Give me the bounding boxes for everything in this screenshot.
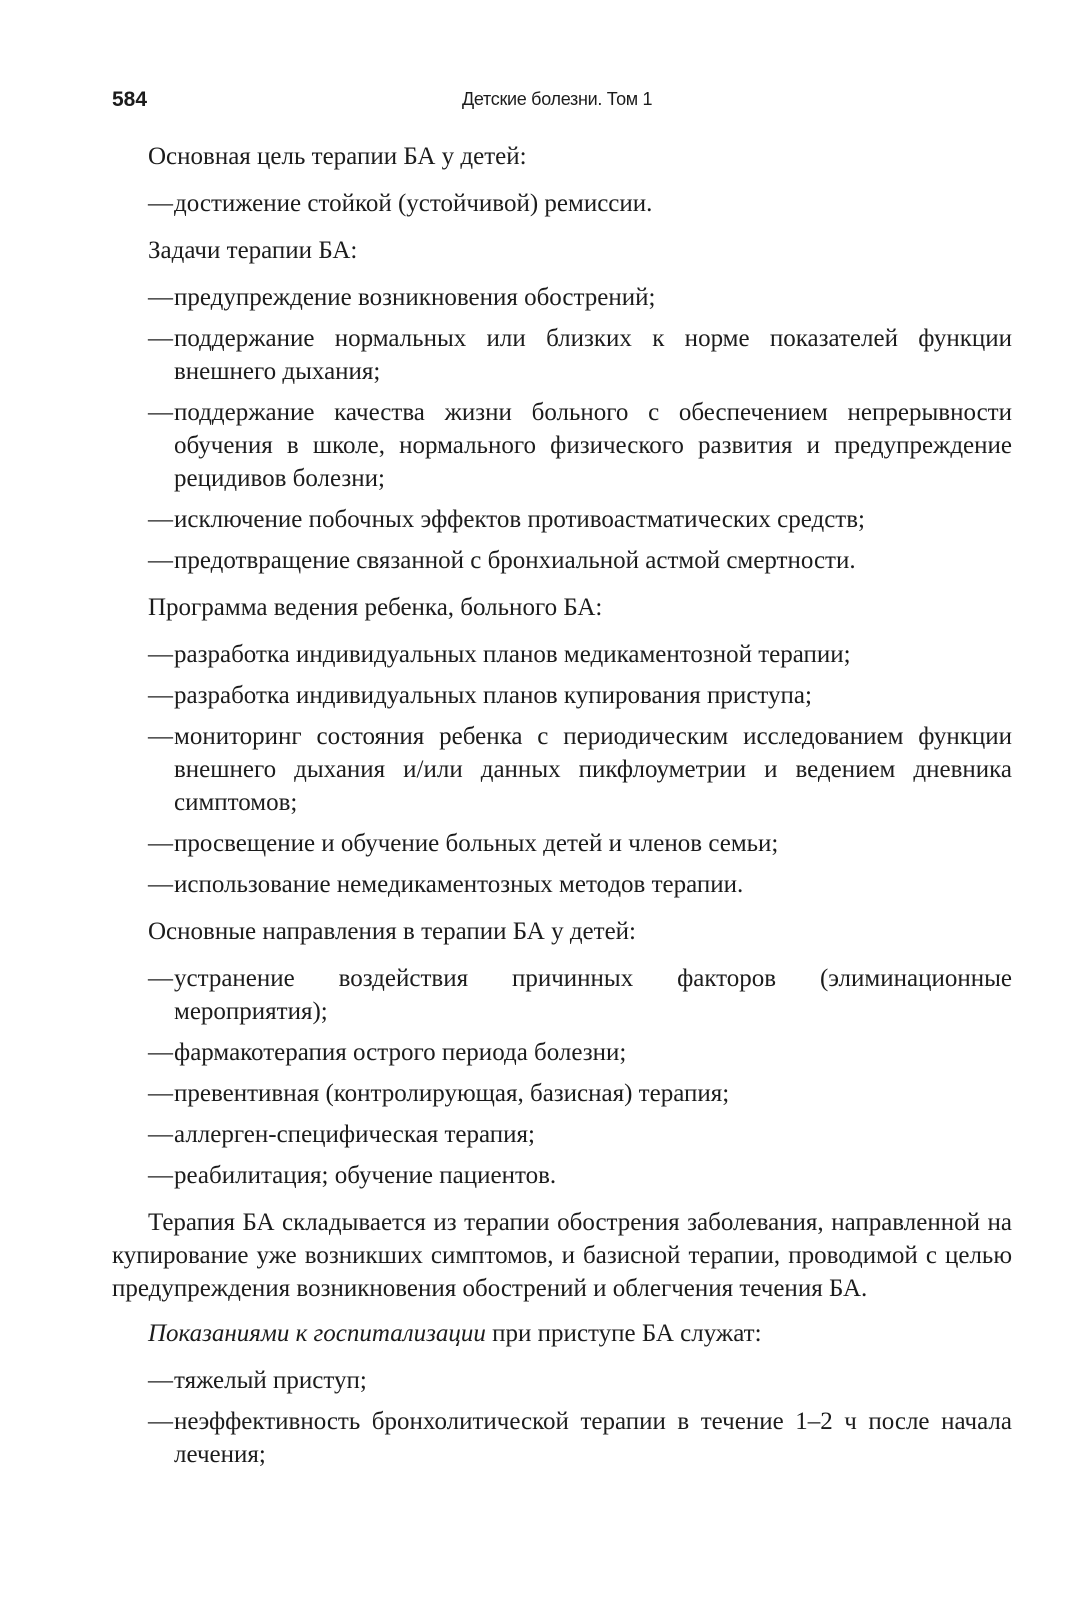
emphasis-text: Показаниями к госпитализации — [148, 1320, 486, 1347]
body-paragraph: Терапия БА складывается из терапии обострения заболевания, направленной на купирование уже возникших симптомов, и базисной терапии, проводимой с целью предупреждения возникновения обострений и облегчения течения БА. — [112, 1209, 1012, 1302]
list-item — [112, 679, 1012, 712]
list-item-text: тяжелый приступ; — [174, 1367, 367, 1394]
list-item — [112, 1118, 1012, 1151]
list-item-text: использование немедикаментозных методов терапии. — [174, 871, 744, 898]
list-item — [112, 868, 1012, 901]
heading-text: при приступе БА служат: — [485, 1320, 762, 1347]
dash-bullet: — — [148, 871, 173, 898]
list-item-text: поддержание нормальных или близких к норме показателей функции внешнего дыхания; — [174, 325, 1012, 385]
dash-bullet: — — [148, 325, 173, 352]
section-heading: Основная цель терапии БА у детей: — [148, 143, 527, 170]
list-item — [112, 638, 1012, 671]
list-item — [112, 1405, 1012, 1471]
list-item-text: неэффективность бронхолитической терапии в течение 1–2 ч после начала лечения; — [174, 1408, 1012, 1468]
list-item-text: исключение побочных эффектов противоастматических средств; — [174, 506, 865, 533]
dash-bullet: — — [148, 1162, 173, 1189]
running-title: Детские болезни. Том 1 — [462, 89, 653, 109]
dash-bullet: — — [148, 284, 173, 311]
list-item — [112, 1036, 1012, 1069]
bullet-list — [112, 187, 1012, 220]
list-item — [112, 503, 1012, 536]
list-item-text: достижение стойкой (устойчивой) ремиссии. — [174, 190, 653, 217]
section-heading — [148, 1317, 1012, 1350]
list-item — [112, 322, 1012, 388]
bullet-list — [112, 281, 1012, 577]
dash-bullet: — — [148, 1121, 173, 1148]
list-item-text: мониторинг состояния ребенка с периодическим исследованием функции внешнего дыхания и/или данных пикфлоуметрии и ведением дневника симптомов; — [174, 723, 1012, 816]
dash-bullet: — — [148, 1408, 173, 1435]
list-item — [112, 962, 1012, 1028]
dash-bullet: — — [148, 1367, 173, 1394]
section-heading: Задачи терапии БА: — [148, 237, 358, 264]
list-item — [112, 396, 1012, 495]
dash-bullet: — — [148, 641, 173, 668]
list-item — [112, 827, 1012, 860]
list-item — [112, 544, 1012, 577]
page-header — [112, 88, 1010, 118]
bullet-list — [112, 1364, 1012, 1471]
list-item-text: устранение воздействия причинных факторов (элиминационные мероприятия); — [174, 965, 1012, 1025]
list-item — [112, 281, 1012, 314]
list-item-text: предупреждение возникновения обострений; — [174, 284, 656, 311]
bullet-list — [112, 638, 1012, 901]
list-item-text: реабилитация; обучение пациентов. — [174, 1162, 557, 1189]
dash-bullet: — — [148, 723, 173, 750]
list-item-text: превентивная (контролирующая, базисная) терапия; — [174, 1080, 730, 1107]
dash-bullet: — — [148, 1080, 173, 1107]
page-body — [112, 140, 1012, 1485]
list-item-text: предотвращение связанной с бронхиальной астмой смертности. — [174, 547, 856, 574]
list-item-text: просвещение и обучение больных детей и членов семьи; — [174, 830, 779, 857]
list-item — [112, 720, 1012, 819]
dash-bullet: — — [148, 830, 173, 857]
list-item-text: фармакотерапия острого периода болезни; — [174, 1039, 627, 1066]
dash-bullet: — — [148, 965, 173, 992]
dash-bullet: — — [148, 547, 173, 574]
list-item-text: разработка индивидуальных планов медикаментозной терапии; — [174, 641, 851, 668]
list-item — [112, 1159, 1012, 1192]
dash-bullet: — — [148, 1039, 173, 1066]
section-heading: Программа ведения ребенка, больного БА: — [148, 594, 603, 621]
page-number: 584 — [112, 88, 148, 111]
dash-bullet: — — [148, 506, 173, 533]
bullet-list — [112, 962, 1012, 1192]
list-item — [112, 1077, 1012, 1110]
list-item — [112, 187, 1012, 220]
list-item — [112, 1364, 1012, 1397]
section-heading: Основные направления в терапии БА у детей: — [148, 918, 637, 945]
list-item-text: разработка индивидуальных планов купирования приступа; — [174, 682, 812, 709]
list-item-text: поддержание качества жизни больного с обеспечением непрерывности обучения в школе, нормального физического развития и предупреждение рецидивов болезни; — [174, 399, 1012, 492]
dash-bullet: — — [148, 399, 173, 426]
dash-bullet: — — [148, 682, 173, 709]
list-item-text: аллерген-специфическая терапия; — [174, 1121, 535, 1148]
dash-bullet: — — [148, 190, 173, 217]
